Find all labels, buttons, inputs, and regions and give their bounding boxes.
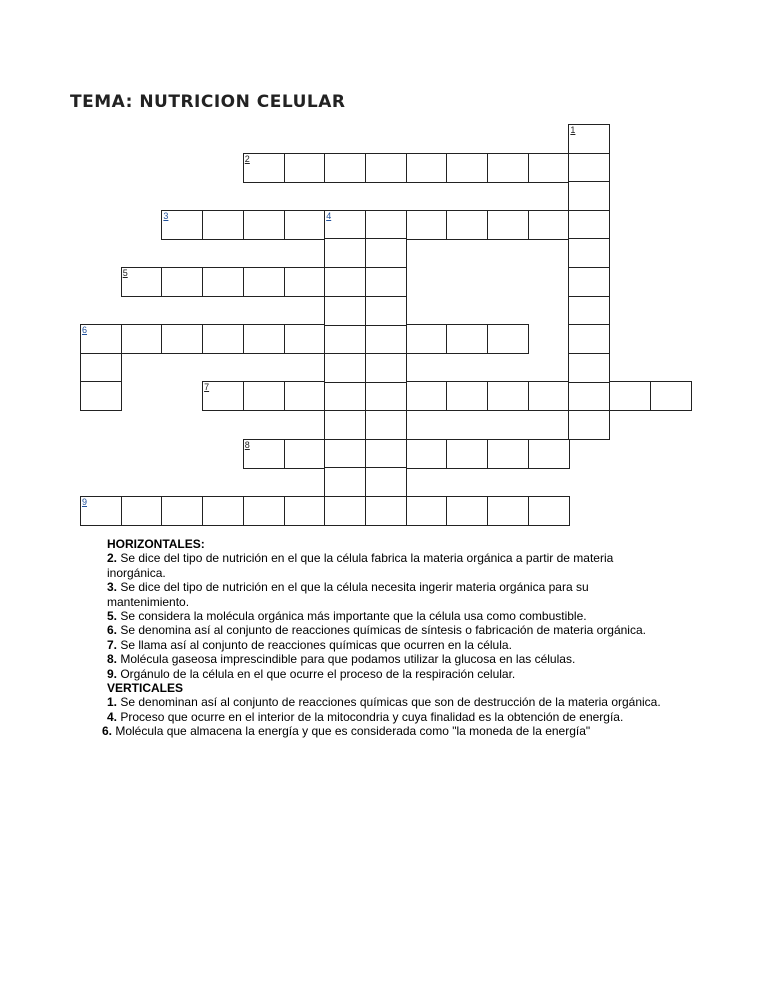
crossword-cell[interactable] xyxy=(80,496,122,526)
crossword-cell[interactable] xyxy=(161,210,203,240)
horizontal-heading: HORIZONTALES: xyxy=(107,537,205,551)
clue-text: Se considera la molécula orgánica más importante que la célula usa como combustible. xyxy=(117,609,587,624)
crossword-cell[interactable] xyxy=(202,381,244,411)
crossword-cell[interactable] xyxy=(487,496,529,526)
clues-section xyxy=(102,537,667,739)
crossword-cell[interactable] xyxy=(324,153,366,183)
crossword-cell[interactable] xyxy=(406,324,448,354)
crossword-cell[interactable] xyxy=(568,410,610,440)
crossword-cell[interactable] xyxy=(365,496,407,526)
crossword-cell[interactable] xyxy=(406,439,448,469)
crossword-cell[interactable] xyxy=(568,353,610,383)
crossword-cell[interactable] xyxy=(324,296,366,326)
clue-number-label: 8 xyxy=(244,439,250,450)
crossword-cell[interactable] xyxy=(568,267,610,297)
crossword-cell[interactable] xyxy=(406,496,448,526)
crossword-cell[interactable] xyxy=(528,210,570,240)
crossword-cell[interactable] xyxy=(365,381,407,411)
crossword-cell[interactable] xyxy=(324,410,366,440)
crossword-cell[interactable] xyxy=(243,496,285,526)
crossword-cell[interactable] xyxy=(365,210,407,240)
crossword-cell[interactable] xyxy=(609,381,651,411)
clue-number-label: 3 xyxy=(163,210,169,221)
clue-text: Molécula que almacena la energía y que es considerada como "la moneda de la energía" xyxy=(112,724,591,739)
crossword-cell[interactable] xyxy=(243,153,285,183)
crossword-cell[interactable] xyxy=(487,324,529,354)
crossword-cell[interactable] xyxy=(243,381,285,411)
crossword-cell[interactable] xyxy=(284,381,326,411)
clue-h7 xyxy=(107,638,667,652)
clue-text: Se llama así al conjunto de reacciones químicas que ocurren en la célula. xyxy=(117,637,512,652)
clue-number-label: 7 xyxy=(204,382,210,393)
crossword-cell[interactable] xyxy=(284,324,326,354)
clue-number-label: 1 xyxy=(570,125,576,135)
crossword-cell[interactable] xyxy=(365,410,407,440)
clue-h8 xyxy=(107,652,667,666)
clue-v4 xyxy=(107,710,667,724)
clue-number: 1. xyxy=(107,695,118,710)
crossword-cell[interactable] xyxy=(243,324,285,354)
crossword-cell[interactable] xyxy=(80,381,122,411)
crossword-cell[interactable] xyxy=(284,439,326,469)
clue-number: 5. xyxy=(107,609,118,624)
clue-number: 6. xyxy=(107,623,118,638)
clue-text: Molécula gaseosa imprescindible para que podamos utilizar la glucosa en las células. xyxy=(117,652,576,667)
clue-number-label: 6 xyxy=(82,325,88,336)
clue-number: 7. xyxy=(107,637,118,652)
crossword-cell[interactable] xyxy=(284,267,326,297)
clue-text: Se denominan así al conjunto de reacciones químicas que son de destrucción de la materia orgánica. xyxy=(117,695,661,710)
clue-number: 4. xyxy=(107,709,118,724)
clue-number: 9. xyxy=(107,666,118,681)
crossword-cell[interactable] xyxy=(324,324,366,354)
crossword-cell[interactable] xyxy=(446,153,488,183)
crossword-cell[interactable] xyxy=(202,210,244,240)
crossword-cell[interactable] xyxy=(324,210,366,240)
clue-text: Se denomina así al conjunto de reacciones químicas de síntesis o fabricación de materia orgánica. xyxy=(117,623,646,638)
clue-v6 xyxy=(102,724,667,738)
clue-number-label: 5 xyxy=(122,268,128,278)
crossword-cell[interactable] xyxy=(202,324,244,354)
crossword-cell[interactable] xyxy=(446,381,488,411)
clue-h2 xyxy=(107,551,667,580)
crossword-cell[interactable] xyxy=(446,210,488,240)
clue-number-label: 4 xyxy=(326,210,332,221)
crossword-cell[interactable] xyxy=(121,496,163,526)
crossword-cell[interactable] xyxy=(568,324,610,354)
crossword-cell[interactable] xyxy=(324,353,366,383)
crossword-cell[interactable] xyxy=(324,496,366,526)
crossword-cell[interactable] xyxy=(284,210,326,240)
clue-number-label: 9 xyxy=(82,496,88,507)
clue-text: Orgánulo de la célula en el que ocurre el proceso de la respiración celular. xyxy=(117,666,516,681)
crossword-cell[interactable] xyxy=(243,267,285,297)
crossword-cell[interactable] xyxy=(528,496,570,526)
crossword-cell[interactable] xyxy=(365,467,407,497)
crossword-cell[interactable] xyxy=(324,267,366,297)
crossword-cell[interactable] xyxy=(406,381,448,411)
crossword-cell[interactable] xyxy=(568,296,610,326)
clue-number: 2. xyxy=(107,551,118,566)
clue-h6 xyxy=(107,623,667,637)
clue-v1 xyxy=(107,695,667,709)
crossword-cell[interactable] xyxy=(487,381,529,411)
crossword-cell[interactable] xyxy=(568,238,610,268)
crossword-cell[interactable] xyxy=(568,124,610,154)
crossword-cell[interactable] xyxy=(121,267,163,297)
crossword-cell[interactable] xyxy=(650,381,692,411)
crossword-cell[interactable] xyxy=(528,381,570,411)
crossword-cell[interactable] xyxy=(568,381,610,411)
vertical-heading: VERTICALES xyxy=(107,681,184,696)
crossword-cell[interactable] xyxy=(365,296,407,326)
crossword-cell[interactable] xyxy=(365,324,407,354)
clue-number-label: 2 xyxy=(244,153,250,164)
crossword-cell[interactable] xyxy=(243,210,285,240)
crossword-cell[interactable] xyxy=(243,439,285,469)
clue-text: Proceso que ocurre en el interior de la mitocondria y cuya finalidad es la obtención de energía. xyxy=(117,709,624,724)
clue-text: Se dice del tipo de nutrición en el que la célula necesita ingerir materia orgánica para su mantenimiento. xyxy=(107,580,589,609)
crossword-cell[interactable] xyxy=(528,439,570,469)
crossword-cell[interactable] xyxy=(568,153,610,183)
crossword-cell[interactable] xyxy=(80,353,122,383)
crossword-cell[interactable] xyxy=(284,153,326,183)
crossword-cell[interactable] xyxy=(121,324,163,354)
crossword-cell[interactable] xyxy=(568,181,610,211)
crossword-cell[interactable] xyxy=(202,267,244,297)
clue-number: 3. xyxy=(107,580,118,595)
crossword-cell[interactable] xyxy=(324,467,366,497)
crossword-cell[interactable] xyxy=(487,439,529,469)
page-title: TEMA: NUTRICION CELULAR xyxy=(70,92,346,112)
crossword-cell[interactable] xyxy=(324,439,366,469)
crossword-cell[interactable] xyxy=(80,324,122,354)
crossword-cell[interactable] xyxy=(161,496,203,526)
crossword-cell[interactable] xyxy=(365,267,407,297)
crossword-cell[interactable] xyxy=(365,353,407,383)
crossword-cell[interactable] xyxy=(568,210,610,240)
crossword-cell[interactable] xyxy=(528,153,570,183)
clue-h9 xyxy=(107,667,667,681)
clue-number: 8. xyxy=(107,652,118,667)
clue-text: Se dice del tipo de nutrición en el que la célula fabrica la materia orgánica a partir de materia inorgánica. xyxy=(107,551,614,580)
crossword-cell[interactable] xyxy=(202,496,244,526)
crossword-cell[interactable] xyxy=(324,238,366,268)
crossword-cell[interactable] xyxy=(446,439,488,469)
crossword-cell[interactable] xyxy=(161,267,203,297)
clue-h5 xyxy=(107,609,667,623)
clue-number: 6. xyxy=(102,724,113,739)
crossword-cell[interactable] xyxy=(487,153,529,183)
crossword-cell[interactable] xyxy=(446,496,488,526)
crossword-cell[interactable] xyxy=(365,439,407,469)
clue-h3 xyxy=(107,580,667,609)
crossword-cell[interactable] xyxy=(365,238,407,268)
crossword-cell[interactable] xyxy=(161,324,203,354)
crossword-cell[interactable] xyxy=(284,496,326,526)
crossword-cell[interactable] xyxy=(487,210,529,240)
crossword-cell[interactable] xyxy=(406,210,448,240)
crossword-cell[interactable] xyxy=(324,381,366,411)
crossword-cell[interactable] xyxy=(365,153,407,183)
crossword-cell[interactable] xyxy=(446,324,488,354)
crossword-cell[interactable] xyxy=(406,153,448,183)
